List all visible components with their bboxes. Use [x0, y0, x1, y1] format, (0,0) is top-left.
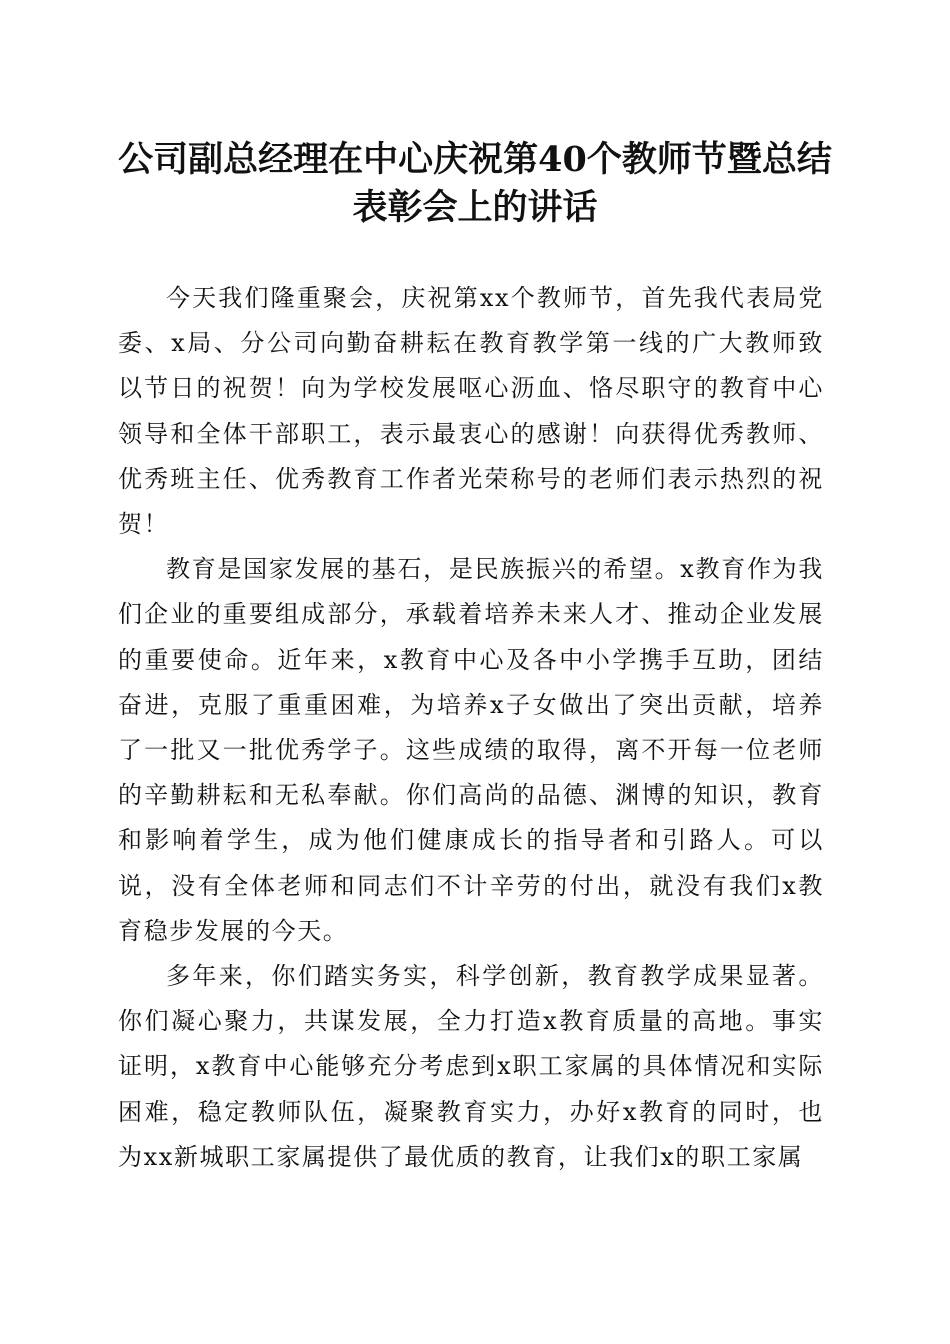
- document-body: [118, 276, 824, 1180]
- document-title: 公司副总经理在中心庆祝第40个教师节暨总结表彰会上的讲话: [118, 139, 832, 228]
- paragraph: 今天我们隆重聚会，庆祝第xx个教师节，首先我代表局党委、x局、分公司向勤奋耕耘在教育教学第一线的广大教师致以节日的祝贺！向为学校发展呕心沥血、恪尽职守的教育中心领导和全体干部职工，表示最衷心的感谢！向获得优秀教师、优秀班主任、优秀教育工作者光荣称号的老师们表示热烈的祝贺！: [118, 284, 824, 539]
- paragraph: 多年来，你们踏实务实，科学创新，教育教学成果显著。你们凝心聚力，共谋发展，全力打造x教育质量的高地。事实证明，x教育中心能够充分考虑到x职工家属的具体情况和实际困难，稳定教师队伍，凝聚教育实力，办好x教育的同时，也为xx新城职工家属提供了最优质的教育，让我们x的职工家属: [118, 962, 824, 1171]
- paragraph: 教育是国家发展的基石，是民族振兴的希望。x教育作为我们企业的重要组成部分，承载着培养未来人才、推动企业发展的重要使命。近年来，x教育中心及各中小学携手互助，团结奋进，克服了重重困难，为培养x子女做出了突出贡献，培养了一批又一批优秀学子。这些成绩的取得，离不开每一位老师的辛勤耕耘和无私奉献。你们高尚的品德、渊博的知识，教育和影响着学生，成为他们健康成长的指导者和引路人。可以说，没有全体老师和同志们不计辛劳的付出，就没有我们x教育稳步发展的今天。: [118, 555, 824, 945]
